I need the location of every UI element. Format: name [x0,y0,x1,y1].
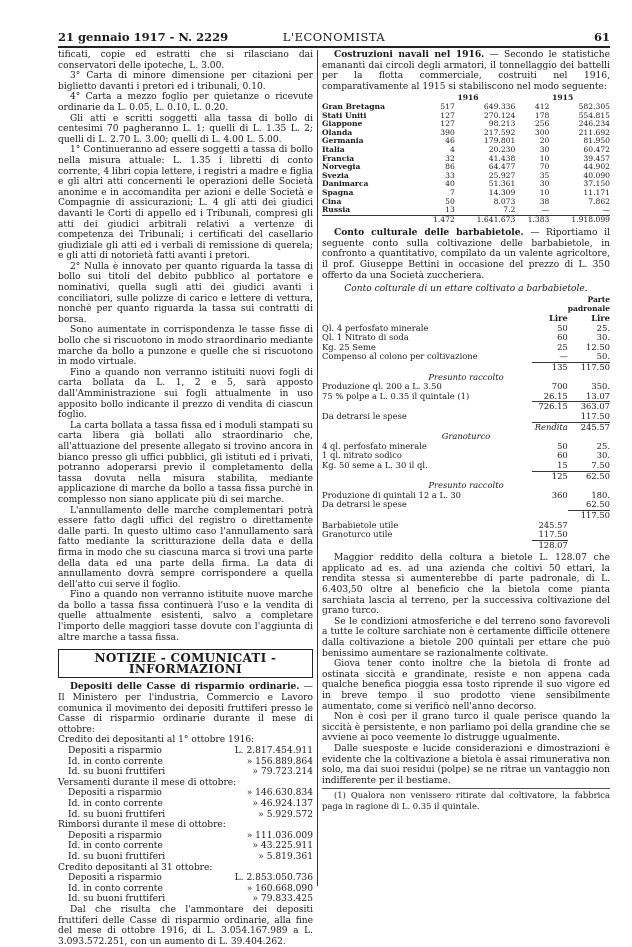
paragraph: Fino a quando non verranno istituiti nuovi fogli di carta bollata da L. 1, 2 e 5, sarà apposto dall'Amministrazione sui fogli attualmente in uso apposito bollo indicante il prezzo di vendita di ciascun foglio. [58,367,313,421]
conto-value: 30. [596,332,610,343]
presunto-heading: Presunto raccolto [428,371,504,382]
conto-value: 25. [596,440,610,451]
naval-total-row [322,215,610,224]
naval-value: 39.457 [583,153,610,163]
left-column [58,50,313,947]
cost-total: 135 [532,363,568,373]
naval-value: 7.2 [503,205,516,215]
col-1916: 1916 [457,93,479,103]
conto-row [322,392,610,402]
account-label: Depositi a risparmio [68,788,162,799]
account-label: Depositi a risparmio [68,830,162,841]
country-name: Svezia [322,170,349,180]
conto-value: 50. [596,351,610,362]
conto-value: 25 [557,341,568,352]
naval-value: 51.361 [488,179,516,189]
grano-prod-value: 360 [551,489,568,500]
conto-value: 50 [557,322,568,333]
total-cell: 1.472 [421,215,455,224]
account-label: Id. su buoni fruttiferi [68,767,166,778]
country-name: Germania [322,136,364,146]
country-name: Italia [322,144,345,154]
naval-value: 30 [539,179,550,189]
rendita-label: Rendita [532,422,568,432]
naval-row [322,206,610,215]
account-label: Credito depositanti al 31 ottobre: [58,862,213,873]
account-row [58,810,313,821]
naval-row [322,146,610,155]
journal-title: L'ECONOMISTA [282,30,386,44]
naval-table [322,94,610,224]
naval-value: 37.150 [583,179,610,189]
cost-total: 117.50 [568,363,610,373]
account-label: Id. in conto corrente [68,883,163,894]
detrarsi-label: Da detrarsi le spese [322,410,407,421]
naval-value: 517 [440,101,455,111]
naval-paragraph [322,50,610,92]
account-row [58,735,313,746]
naval-value: 33 [445,170,455,180]
naval-title: Costruzioni navali nel 1916. [334,49,485,60]
account-label: Id. in conto corrente [68,756,163,767]
paragraph: Sono aumentate in corrispondenza le tasse fisse di bollo che si riscuotono in modo straordinario mediante marche da bollo a punzone e quelle che si riscuotono in modo virtuale. [58,325,313,368]
conto-value: 30. [596,450,610,461]
country-name: Stati Uniti [322,110,367,120]
account-value: » 156.889.864 [246,756,313,767]
naval-value: — [541,205,550,215]
naval-intro: — Secondo le statistiche emananti dai circoli degli armatori, il tonnellaggio dei battelli per la flotta commerciale, costruiti nel 1916, comparativamente al 1915 si stabiliscono nel modo seguente: [322,50,610,92]
rendita-value: 245.57 [568,422,610,432]
grano-prod-value: 180. [591,489,610,500]
grano-prod-label: Produzione di quintali 12 a L. 30 [322,489,462,500]
naval-value: 44.902 [583,162,610,172]
grano-detr-value: 62.50 [586,499,610,510]
conto-value: 350. [591,381,610,392]
parte-padronale-head: Parte padronale [567,294,611,314]
account-value: » 160.668.090 [246,883,313,894]
account-value: » 79.833.425 [252,894,313,905]
account-row [58,799,313,810]
naval-value: 20.230 [488,144,516,154]
issue-date: 21 gennaio 1917 - N. 2229 [58,30,229,44]
account-label: Id. su buoni fruttiferi [68,851,166,862]
naval-value: 40 [445,179,455,189]
account-row [58,788,313,799]
conto-label: 75 % polpe a L. 0.35 il quintale (1) [322,390,470,401]
naval-value: 35 [539,170,550,180]
naval-value: 32 [445,153,455,163]
paragraph: Fino a quando non verranno istituite nuove marche da bollo a tassa fissa continuerà l'uso e la vendita di quelle attualmente esistenti, salvo a completare l'importo delle maggiori tasse dovute con l'aggiunta di altre marche a tassa fissa. [58,590,313,643]
detrarsi-label: Da detrarsi le spese [322,499,407,510]
conto-value: 700 [551,381,568,392]
naval-value: 554.815 [578,110,610,120]
detrarsi-value: 117.50 [580,410,610,421]
country-name: Gran Bretagna [322,101,386,111]
right-column [322,50,610,812]
account-label: Depositi a risparmio [68,746,162,756]
conto-label: 1 ql. nitrato sodico [322,450,402,461]
col-1915: 1915 [552,93,574,103]
naval-row [322,137,610,146]
naval-row [322,198,610,207]
account-label: Rimborsi durante il mese di ottobre: [58,820,226,831]
column-divider [317,50,318,886]
account-value: L. 2.817.454.911 [234,746,313,756]
conto-value: 15 [557,459,568,470]
naval-row [322,120,610,129]
naval-value: 40.090 [583,170,610,180]
paragraph: L'annullamento delle marche complementari potrà essere fatto dagli uffici del registro o direttamente dalle parti. In questo ultimo caso l'annullamento sarà fatto mediante la scritturazione della data e della firma in modo che su ciascuna marca si trovi una parte della data ed una parte della firma. La data di annullamento dovrà sempre corrispondere a quella dell'atto cui serve il foglio. [58,505,313,590]
naval-value: 246.234 [578,119,610,129]
utile-label: Barbabietole utile [322,519,399,530]
account-label: Credito dei depositanti al 1° ottobre 1916: [58,735,255,746]
presunto-heading: Presunto raccolto [428,480,504,491]
account-row [58,831,313,842]
conto-label: Compenso al colono per coltivazione [322,351,478,362]
naval-value: 64.477 [488,162,516,172]
paragraph: Gli atti e scritti soggetti alla tassa di bollo di centesimi 70 pagheranno L. 1; quelli di L. 1.35 L. 2; quelli di L. 2.70 L. 3.00; quelli di L. 4.00 L. 5.00. [58,113,313,145]
account-row [58,778,313,789]
naval-row [322,112,610,121]
naval-value: 390 [440,127,455,137]
account-row [58,757,313,768]
country-name: Norvegia [322,162,361,172]
naval-value: 178 [534,110,550,120]
conto-value: 7.50 [591,459,610,470]
barbabietole-title: Conto culturale delle barbabietole. [334,227,524,239]
prod-total: 726.15 [532,402,568,412]
account-value: » 43.225.911 [252,841,313,852]
paragraph: Se le condizioni atmosferiche e del terreno sono favorevoli a tutte le colture sarchiate non è certamente difficile ottenere dalla coltivazione a bietole 200 quintali per ettare che può benissimo aumentare se razionalmente coltivate. [322,616,610,659]
barbabietole-paragraph [322,228,610,281]
naval-value: 270.124 [483,110,516,120]
naval-value: 127 [440,119,455,129]
page-number: 61 [593,30,610,44]
barbabietole-intro: — Riportiamo il seguente conto sulla coltivazione delle barbabietole, in confronto a quantitativo, compilato da un valente agricoltore, il prof. Giuseppe Bettini in occasione del prezzo di L. 350 offerto da una Società zuccheriera. [322,228,610,281]
account-value: » 79.723.214 [252,767,313,778]
account-row [58,767,313,778]
paragraph: 4° Carta a mezzo foglio per quietanze o ricevute ordinarie da L. 0.05, L. 0.10, L. 0.20. [58,92,313,113]
total-cell: 1.918.099 [549,215,610,224]
utile-value: 117.50 [538,529,568,540]
naval-value: 7 [449,187,455,197]
paragraph: La carta bollata a tassa fissa ed i moduli stampati su carta libera già bollati allo straordinario che, all'attuazione del presente allegato si trovino ancora in bianco presso gli uffici pubblici, gli istituti ed i privati, potranno adoperarsi previo il completamento della tassa dovuta nella misura stabilita, mediante applicazione di marche da bollo a tassa fissa purchè in complesso non siano applicate più di sei marche. [58,420,313,505]
country-name: Cina [322,196,342,206]
account-value: » 146.630.834 [246,788,313,799]
conto-value: 12.50 [586,341,610,352]
naval-row [322,163,610,172]
naval-value: 38 [539,196,550,206]
naval-value: 30 [539,144,550,154]
naval-value: 179.801 [483,136,516,146]
conto-table [322,295,610,550]
utile-label: Granoturco utile [322,529,393,540]
paragraph: Non è così per il grano turco il quale perisce quando la siccità è persistente, e non parliamo poi della grandine che se avviene ai poco veemente lo distrugge ugualmente. [322,712,610,744]
naval-value: 582.305 [578,101,610,111]
paragraph: 3° Carta di minore dimensione per citazioni per biglietto davanti i pretori ed i tribunali, 0.10. [58,71,313,92]
conto-value: 60 [557,450,568,461]
naval-value: 20 [539,136,550,146]
naval-value: 10 [539,153,550,163]
account-row [58,820,313,831]
conto-row [322,352,610,362]
paragraph: Giova tener conto inoltre che la bietola di fronte ad ostinata siccità e grandinate, resiste e non appena cada qualche benefica pioggia essa tosto riprende il suo vigore ed in breve tempo il suo prodotto viene sensibilmente aumentato, come si verificò nell'anno decorso. [322,659,610,712]
naval-row [322,189,610,198]
naval-value: 256 [534,119,550,129]
conto-label: Ql. 1 Nitrato di soda [322,332,409,343]
conto-value: 26.15 [543,390,568,401]
account-label: Id. su buoni fruttiferi [68,894,166,905]
lire-head: Lire [548,313,568,324]
conto-value: 60 [557,332,568,343]
footnote: (1) Qualora non venissero ritirate dal coltivatore, la fabbrica paga in ragione di L. 0.35 il quintale. [322,790,610,811]
account-row [58,863,313,874]
country-name: Giappone [322,119,363,129]
conto-heading: Conto colturale di un ettare coltivato a barbabietole. [344,284,588,295]
naval-value: 300 [534,127,550,137]
account-row [58,841,313,852]
conto-label: 4 ql. perfosfato minerale [322,440,427,451]
naval-value: 46 [445,136,455,146]
paragraph: 2° Nulla è innovato per quanto riguarda la tassa di bollo sui titoli del debito pubblico al portatore e nominativi, quella sugli atti dei giudici avanti i conciliatori, sulle polizze di carico e lettere di vettura, nonchè per quanto riguarda la tassa sui contratti di borsa. [58,261,313,325]
conto-label: Kg. 50 seme a L. 30 il ql. [322,459,428,470]
naval-row [322,155,610,164]
country-name: Olanda [322,127,353,137]
conto-value: 25. [596,322,610,333]
account-value: » 5.929.572 [258,809,313,820]
prod-total: 363.07 [568,402,610,412]
paragraph: 1° Continueranno ad essere soggetti a tassa di bollo nella misura attuale: L. 1.35 i libretti di conto corrente, 4 libri copia lettere, i registri a madre e figlia e gli altri atti concernenti le operazioni delle Società anonime e in accomandita per azioni e delle Società e Compagnie di assicurazioni; L. 4 gli atti dei giudici davanti le Corti di appello ed i Tribunali, compresi gli atti dei giudici arbitrali relativi a vertenze di competenza dei Tribunali; i certificati del casellario giudiziale gli atti ed i verbali di remissione di querela; e gli atti di notorietà fatti avanti i pretori. [58,145,313,262]
paragraph: tificati, copie ed estratti che si rilasciano dai conservatori delle ipoteche, L. 3.00. [58,50,313,71]
account-value: » 46.924.137 [252,798,313,809]
naval-value: 50 [445,196,455,206]
country-name: Danimarca [322,179,369,189]
naval-value: 14.309 [488,187,516,197]
naval-value: 11.171 [583,187,610,197]
naval-value: — [602,205,610,215]
conto-label: Ql. 4 perfosfato minerale [322,322,429,333]
naval-value: 412 [534,101,550,111]
depositi-closing: Dal che risulta che l'ammontare dei depositi fruttiferi delle Casse di risparmio ordinarie, alla fine del mese di ottobre 1916, di L. 3.054.167.989 a L. 3.093.572.251, con un aumento di L. 39.404.262. [58,904,313,947]
country-name: Spagna [322,187,354,197]
country-name: Russia [322,205,351,215]
page-header [58,30,610,44]
naval-value: 217.592 [483,127,516,137]
conto-value: 50 [557,440,568,451]
naval-value: 8.073 [493,196,516,206]
depositi-intro: — Il Ministero per l'industria, Commercio e Lavoro comunica il movimento dei depositi fruttiferi presso le Casse di risparmio ordinarie durante il mese di ottobre: [58,682,313,735]
accounts-list [58,735,313,905]
paragraph: Maggior reddito della coltura a bietole L. 128.07 che applicato ad es. ad una azienda che coltivi 50 ettari, la rendita stessa si aumenterebbe di parte padronale, di L. 6.403,50 oltre al beneficio che la bietola come pianta sarchiata lascia al terreno, per la successiva coltivazione del grano turco. [322,553,610,617]
depositi-paragraph [58,682,313,735]
account-row [58,852,313,863]
granoturco-heading: Granoturco [441,431,491,442]
naval-value: 7.862 [588,196,610,206]
grano-total: 125 [532,471,568,481]
naval-value: 127 [440,110,455,120]
account-label: Id. in conto corrente [68,841,163,852]
naval-value: 25.927 [488,170,516,180]
grano-net: 117.50 [568,510,610,520]
account-label: Id. in conto corrente [68,798,163,809]
conto-value: — [559,351,568,362]
conto-label: Produzione ql. 200 a L. 3.50 [322,381,442,392]
account-row [58,873,313,884]
naval-value: 70 [539,162,550,172]
utile-diff: 128.07 [532,540,568,550]
naval-row [322,180,610,189]
grano-total: 62.50 [568,471,610,481]
account-label: Id. su buoni fruttiferi [68,809,166,820]
naval-value: 649.336 [483,101,516,111]
account-value: L. 2.853.050.736 [234,873,313,884]
naval-value: 211.692 [578,127,610,137]
account-row [58,884,313,895]
total-cell: 1.383 [515,215,549,224]
naval-row [322,129,610,138]
total-cell: 1.641.673 [455,215,516,224]
naval-value: 81.950 [583,136,610,146]
conto-row [322,461,610,471]
naval-value: 86 [445,162,455,172]
conto-label: Kg. 25 Seme [322,341,376,352]
account-label: Versamenti durante il mese di ottobre: [58,777,237,788]
lire-head: Lire [591,313,610,324]
conto-value: 13.07 [586,390,610,401]
section-heading: NOTIZIE - COMUNICATI - INFORMAZIONI [58,649,313,678]
naval-value: 10 [539,187,550,197]
naval-value: 98.213 [488,119,516,129]
header-rule [58,46,610,48]
account-label: Depositi a risparmio [68,873,162,884]
naval-value: 41.438 [488,153,516,163]
naval-value: 4 [449,144,455,154]
country-name: Francia [322,153,355,163]
account-value: » 111.036.009 [246,830,313,841]
utile-value: 245.57 [538,519,568,530]
naval-value: 60.472 [583,144,610,154]
depositi-title: Depositi delle Casse di risparmio ordinarie. [70,681,300,693]
account-row [58,746,313,757]
naval-value: 13 [445,205,455,215]
paragraph: Dalle suesposte e lucide considerazioni e dimostrazioni è evidente che la coltivazione a bietola è assai rimunerativa non solo, ma dai suoi residui (polpe) se ne ritrae un vantaggio non indifferente per il bestiame. [322,743,610,786]
account-value: » 5.819.361 [258,851,313,862]
